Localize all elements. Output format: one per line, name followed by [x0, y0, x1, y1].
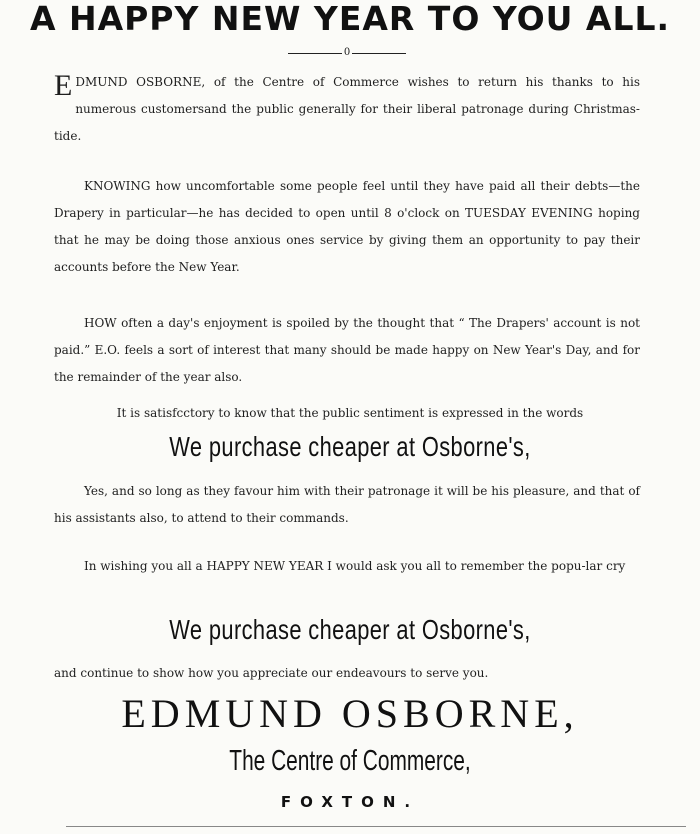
signature-name: EDMUND OSBORNE, [121, 691, 579, 736]
divider-mark: 0 [343, 47, 351, 58]
divider-rule-left [288, 53, 342, 54]
paragraph-thanks-text: DMUND OSBORNE, of the Centre of Commerce wishes to return his thanks to his numerous customersand the public generally for their liberal patronage during Christmas-tide. [54, 75, 640, 143]
slogan-second: We purchase cheaper at Osborne's, [169, 614, 531, 645]
slogan-first: We purchase cheaper at Osborne's, [169, 431, 531, 462]
paragraph-favour: Yes, and so long as they favour him with their patronage it will be his pleasure, and that of his assistants also, to attend to their commands. [54, 484, 640, 525]
divider-rule-right [352, 53, 406, 54]
paragraph-continue: and continue to show how you appreciate our endeavours to serve you. [54, 666, 489, 680]
signature-subtitle: The Centre of Commerce, [229, 745, 471, 777]
bottom-rule [66, 826, 686, 827]
paragraph-knowing: KNOWING how uncomfortable some people feel until they have paid all their debts—the Drapery in particular—he has decided to open until 8 o'clock on TUESDAY EVENING hoping that he may be doing those anxious ones service by giving them an opportunity to pay their accounts before the New Year. [54, 179, 640, 274]
paragraph-how-often: HOW often a day's enjoyment is spoiled by the thought that “ The Drapers' account is not paid.” E.O. feels a sort of interest that many should be made happy on New Year's Day, and for the remainder of the year also. [54, 316, 640, 384]
headline: A HAPPY NEW YEAR TO YOU ALL. [29, 0, 671, 38]
paragraph-thanks [54, 69, 640, 150]
signature-town: FOXTON. [280, 793, 420, 811]
drop-cap: E [54, 69, 73, 102]
sentiment-intro: It is satisfcctory to know that the public sentiment is expressed in the words [116, 406, 584, 420]
paragraph-wishing: In wishing you all a HAPPY NEW YEAR I would ask you all to remember the popu-lar cry [84, 559, 626, 573]
ornamental-divider [288, 47, 406, 59]
